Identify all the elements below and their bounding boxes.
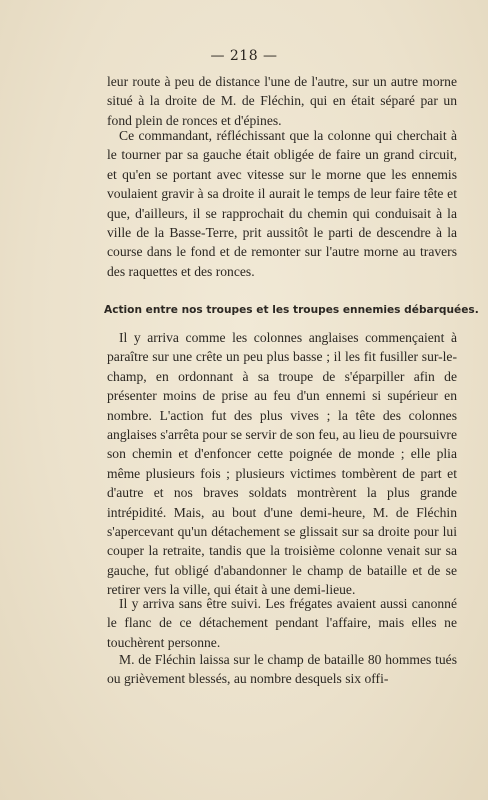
page-number: — 218 — xyxy=(210,48,278,64)
paragraph-casualties xyxy=(107,650,457,689)
paragraph-action xyxy=(107,328,457,600)
paragraph-arrival xyxy=(107,594,457,652)
paragraph-text: Il y arriva comme les colonnes anglaises commençaient à paraître sur une crête un peu plus basse ; il les fit fusiller sur-le-champ, en ordonnant à sa troupe de s'éparpiller afin de présenter moins de prise au feu d'un ennemi si supérieur en nombre. L'action fut des plus vives ; la tête des colonnes anglaises s'arrêta pour se servir de son feu, au lieu de poursuivre son chemin et d'enfoncer cette poignée de monde ; elle plia même plusieurs fois ; plusieurs victimes tombèrent de part et d'autre et nos braves soldats montrèrent la plus grande intrépidité. Mais, au bout d'une demi-heure, M. de Fléchin s'apercevant qu'un détachement se glissait sur sa droite pour lui couper la retraite, tandis que la troisième colonne venait sur sa gauche, fut obligé d'abandonner le champ de bataille et de se retirer vers la ville, qui était à une demi-lieue. xyxy=(107,330,457,598)
paragraph-commandant xyxy=(107,126,457,281)
paragraph-continuation xyxy=(107,72,457,130)
paragraph-text: M. de Fléchin laissa sur le champ de bataille 80 hommes tués ou grièvement blessés, au nombre desquels six offi- xyxy=(107,652,457,687)
paragraph-text: leur route à peu de distance l'une de l'autre, sur un autre morne situé à la droite de M. de Fléchin, qui en était séparé par un fond plein de ronces et d'épines. xyxy=(107,74,457,128)
paragraph-text: Il y arriva sans être suivi. Les frégates avaient aussi canonné le flanc de ce détachement pendant l'affaire, mais elles ne touchèrent personne. xyxy=(107,596,457,650)
paragraph-text: Ce commandant, réfléchissant que la colonne qui cherchait à le tourner par sa gauche était obligée de faire un grand circuit, et qu'en se portant avec vitesse sur le morne que les ennemis voulaient gravir à sa droite il aurait le temps de leur faire tête et que, d'ailleurs, il se rapprochait du chemin qui conduisait à la ville de la Basse-Terre, prit aussitôt le parti de descendre à la course dans le fond et de remonter sur l'autre morne au travers des raquettes et des ronces. xyxy=(107,128,457,279)
section-heading: Action entre nos troupes et les troupes ennemies débarquées. xyxy=(104,304,479,316)
